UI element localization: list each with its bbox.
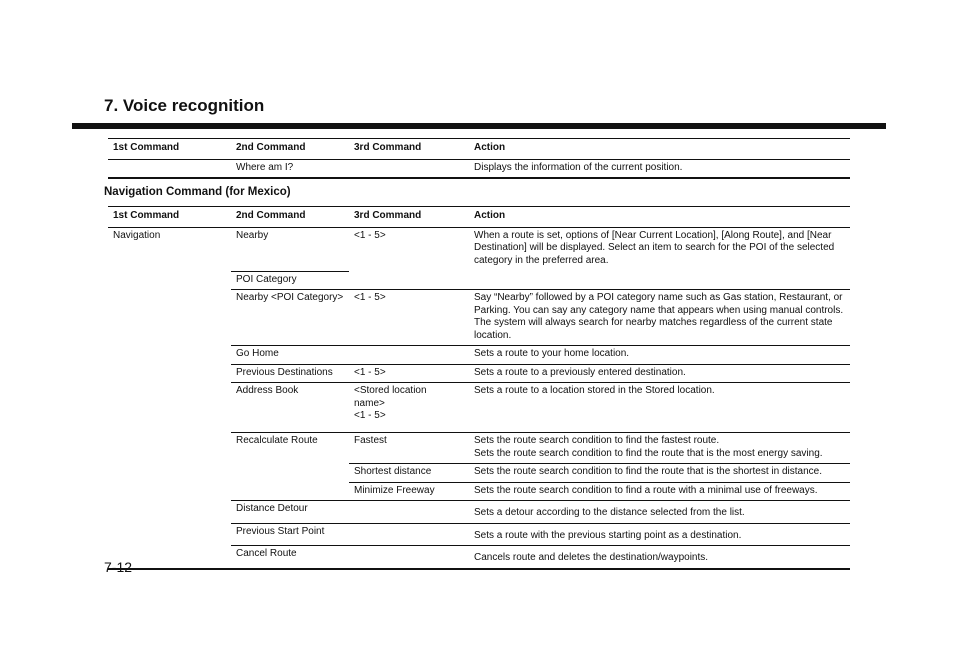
table-header-row — [108, 139, 850, 160]
col-header-1st: 1st Command — [108, 207, 231, 228]
section-heading: Navigation Command (for Mexico) — [104, 186, 291, 198]
action-text: Sets a detour according to the distance selected from the list. — [469, 501, 850, 524]
second-command: Go Home — [231, 346, 349, 365]
col-header-3rd: 3rd Command — [349, 207, 469, 228]
second-command: Previous Destinations — [231, 364, 349, 383]
third-command: <1 - 5> — [349, 364, 469, 383]
action-text: Sets a route to your home location. — [469, 346, 850, 365]
second-command: Nearby <POI Category> — [231, 290, 349, 346]
action-text: Sets the route search condition to find the route that is the shortest in distance. — [469, 464, 850, 483]
third-command: <1 - 5> — [354, 229, 386, 241]
third-command: <Stored location name> <1 - 5> — [349, 383, 469, 433]
action-text: When a route is set, options of [Near Current Location], [Along Route], and [Near Destination] will be displayed. Select an item to search for the POI of the selected category in the preferred area. — [474, 229, 835, 266]
second-command: Recalculate Route — [231, 433, 349, 501]
col-header-action: Action — [469, 207, 850, 228]
col-header-2nd: 2nd Command — [231, 139, 349, 160]
col-header-3rd: 3rd Command — [349, 139, 469, 160]
second-command: Cancel Route — [231, 546, 469, 569]
table-row — [108, 227, 850, 271]
chapter-title: 7. Voice recognition — [104, 96, 265, 115]
second-command: Where am I? — [236, 161, 294, 173]
col-header-2nd: 2nd Command — [231, 207, 349, 228]
action-text: Sets the route search condition to find the fastest route. Sets the route search condition to find the route that is the most energy saving. — [469, 433, 850, 464]
second-command: Nearby — [236, 229, 269, 241]
action-text: Say “Nearby” followed by a POI category name such as Gas station, Restaurant, or Parking. You can say any category name that appears when using manual controls. The system will always search for nearby matches regardless of the current state location. — [469, 290, 850, 346]
third-command: Shortest distance — [349, 464, 469, 483]
navigation-command-table — [108, 206, 850, 570]
voice-command-table-1 — [108, 138, 850, 179]
second-command: Address Book — [231, 383, 349, 433]
col-header-action: Action — [469, 139, 850, 160]
action-text: Sets a route to a previously entered destination. — [469, 364, 850, 383]
second-command: Previous Start Point — [231, 523, 469, 546]
col-header-1st: 1st Command — [108, 139, 231, 160]
second-command: Distance Detour — [231, 501, 469, 524]
table-row — [108, 159, 850, 178]
table-header-row — [108, 207, 850, 228]
action-text: Sets a route with the previous starting point as a destination. — [469, 523, 850, 546]
third-command: <1 - 5> — [349, 290, 469, 346]
chapter-divider — [72, 123, 886, 129]
action-text: Sets the route search condition to find a route with a minimal use of freeways. — [469, 482, 850, 501]
first-command: Navigation — [113, 229, 161, 241]
action-text: Sets a route to a location stored in the Stored location. — [469, 383, 850, 433]
third-command: Fastest — [349, 433, 469, 464]
third-command: Minimize Freeway — [349, 482, 469, 501]
action-text: Displays the information of the current position. — [474, 161, 683, 173]
action-text: Cancels route and deletes the destination/waypoints. — [469, 546, 850, 569]
page-number: 7-12 — [104, 559, 133, 575]
second-command: POI Category — [231, 271, 349, 290]
